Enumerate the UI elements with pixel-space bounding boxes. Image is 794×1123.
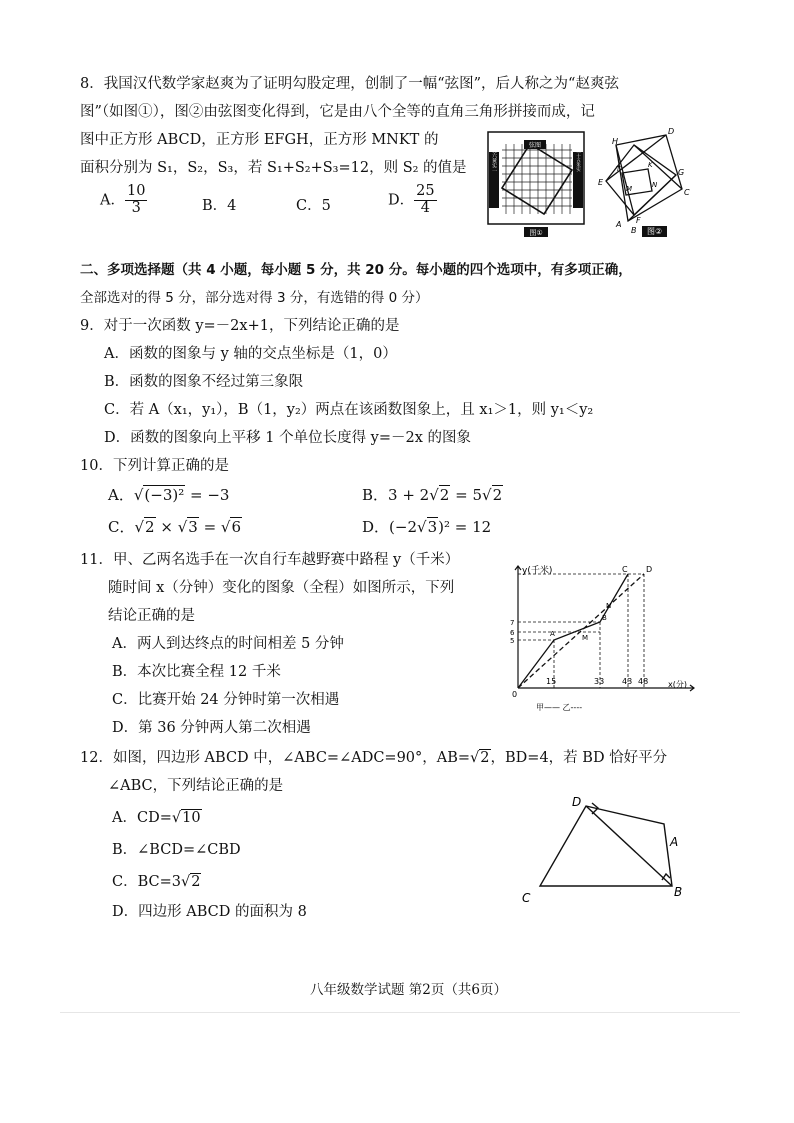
q8-option-c: C．5 bbox=[296, 198, 331, 214]
q10-option-d: D．(−2√3)² = 12 bbox=[362, 518, 492, 536]
fig1-right-label: 黄实二十五朱实 bbox=[575, 140, 581, 172]
graph-ylabel: y(千米) bbox=[522, 566, 553, 576]
q8-line2: 图”（如图①），图②由弦图变化得到，它是由八个全等的直角三角形拼接而成，记 bbox=[80, 104, 595, 120]
q11-line2: 随时间 x（分钟）变化的图象（全程）如图所示，下列 bbox=[108, 580, 455, 596]
fig1-caption: 图① bbox=[529, 229, 543, 237]
page-footer: 八年级数学试题 第2页（共6页） bbox=[310, 982, 507, 998]
graph-origin: 0 bbox=[512, 690, 518, 699]
graph-point-N: N bbox=[606, 602, 612, 610]
q8-figure-2 bbox=[586, 125, 696, 240]
fig2-label-T: T bbox=[616, 165, 621, 173]
q12-line1: 12．如图，四边形 ABCD 中，∠ABC=∠ADC=90°，AB=√2，BD=4，若 BD 恰好平分 bbox=[80, 750, 668, 766]
q9-option-b: B．函数的图象不经过第三象限 bbox=[104, 374, 304, 390]
graph-ytick-7: 7 bbox=[510, 619, 515, 627]
q11-line1: 11．甲、乙两名选手在一次自行车越野赛中路程 y（千米） bbox=[80, 552, 460, 568]
graph-ytick-5: 5 bbox=[510, 637, 515, 645]
q12-label-C: C bbox=[522, 891, 531, 905]
fig2-label-N: N bbox=[652, 181, 658, 189]
q8-option-a: A． $\frac{10}{3}$ bbox=[100, 183, 146, 216]
fig2-label-E: E bbox=[598, 178, 604, 187]
graph-point-M: M bbox=[582, 634, 589, 642]
q8-option-d: D． $\frac{25}{4}$ bbox=[388, 183, 435, 216]
fig2-caption: 图② bbox=[642, 226, 667, 237]
q11-option-c: C．比赛开始 24 分钟时第一次相遇 bbox=[112, 692, 340, 708]
q12-label-B: B bbox=[674, 885, 683, 899]
q8-figure-1 bbox=[486, 130, 586, 240]
graph-xlabel: x(分) bbox=[668, 680, 687, 689]
q9-option-a: A．函数的图象与 y 轴的交点坐标是（1，0） bbox=[104, 346, 397, 362]
fig1-top-label: 弦图 bbox=[528, 142, 542, 149]
q8-option-b: B．4 bbox=[202, 198, 237, 214]
page-bottom-rule bbox=[60, 1012, 740, 1013]
fig2-label-G: G bbox=[678, 168, 685, 177]
q9-stem: 9．对于一次函数 y=－2x+1，下列结论正确的是 bbox=[80, 318, 400, 334]
q10-option-b: B．3 + 2√2 = 5√2 bbox=[362, 486, 503, 504]
q12-label-D: D bbox=[572, 795, 582, 809]
graph-point-D: D bbox=[646, 565, 653, 574]
q11-option-b: B．本次比赛全程 12 千米 bbox=[112, 664, 281, 680]
q10-stem: 10．下列计算正确的是 bbox=[80, 458, 229, 474]
q9-option-d: D．函数的图象向上平移 1 个单位长度得 y=－2x 的图象 bbox=[104, 430, 472, 446]
q11-option-d: D．第 36 分钟两人第二次相遇 bbox=[112, 720, 311, 736]
graph-xtick-15: 15 bbox=[546, 677, 557, 686]
q8-line4: 面积分别为 S₁，S₂，S₃，若 S₁+S₂+S₃=12，则 S₂ 的值是 bbox=[80, 160, 467, 176]
fig1-left-label: 朱实六黄实一 bbox=[491, 143, 497, 173]
fig2-label-H: H bbox=[612, 137, 619, 146]
q10-option-a: A．√(−3)² = −3 bbox=[108, 486, 230, 504]
graph-point-B: B bbox=[602, 614, 607, 622]
q12-option-d: D．四边形 ABCD 的面积为 8 bbox=[112, 904, 307, 920]
fig2-label-C: C bbox=[684, 188, 690, 197]
q12-option-b: B．∠BCD=∠CBD bbox=[112, 842, 241, 858]
q8-line3: 图中正方形 ABCD，正方形 EFGH，正方形 MNKT 的 bbox=[80, 132, 439, 148]
fig2-label-A: A bbox=[616, 220, 622, 229]
fig2-label-D: D bbox=[668, 127, 675, 136]
graph-xtick-48: 48 bbox=[638, 677, 649, 686]
fig2-label-K: K bbox=[648, 161, 653, 169]
q11-line3: 结论正确的是 bbox=[108, 608, 195, 624]
fig2-label-B: B bbox=[631, 226, 637, 235]
fig2-label-F: F bbox=[636, 216, 641, 225]
q12-label-A: A bbox=[670, 835, 679, 849]
q12-option-a: A．CD=√10 bbox=[112, 810, 201, 826]
q10-option-c: C．√2 × √3 = √6 bbox=[108, 518, 242, 536]
q12-line2: ∠ABC，下列结论正确的是 bbox=[108, 778, 284, 794]
q12-option-c: C．BC=3√2 bbox=[112, 874, 201, 890]
section2-heading-line2: 全部选对的得 5 分，部分选对得 3 分，有选错的得 0 分） bbox=[80, 290, 429, 306]
graph-legend: 甲—— 乙---- bbox=[536, 703, 583, 712]
q9-option-c: C．若 A（x₁，y₁），B（1，y₂）两点在该函数图象上，且 x₁＞1，则 y₁＜y₂ bbox=[104, 402, 594, 418]
graph-point-A: A bbox=[550, 630, 555, 638]
graph-xtick-43: 43 bbox=[622, 677, 633, 686]
q11-option-a: A．两人到达终点的时间相差 5 分钟 bbox=[112, 636, 344, 652]
graph-xtick-33: 33 bbox=[594, 677, 605, 686]
section2-heading-line1: 二、多项选择题（共 4 小题，每小题 5 分，共 20 分。每小题的四个选项中，有多项正确， bbox=[80, 262, 632, 278]
q11-graph bbox=[502, 556, 702, 716]
graph-point-C: C bbox=[622, 565, 628, 574]
q12-figure bbox=[512, 790, 702, 910]
fig2-label-M: M bbox=[626, 185, 633, 193]
graph-ytick-6: 6 bbox=[510, 629, 515, 637]
q8-line1: 8．我国汉代数学家赵爽为了证明勾股定理，创制了一幅“弦图”，后人称之为“赵爽弦 bbox=[80, 76, 619, 92]
